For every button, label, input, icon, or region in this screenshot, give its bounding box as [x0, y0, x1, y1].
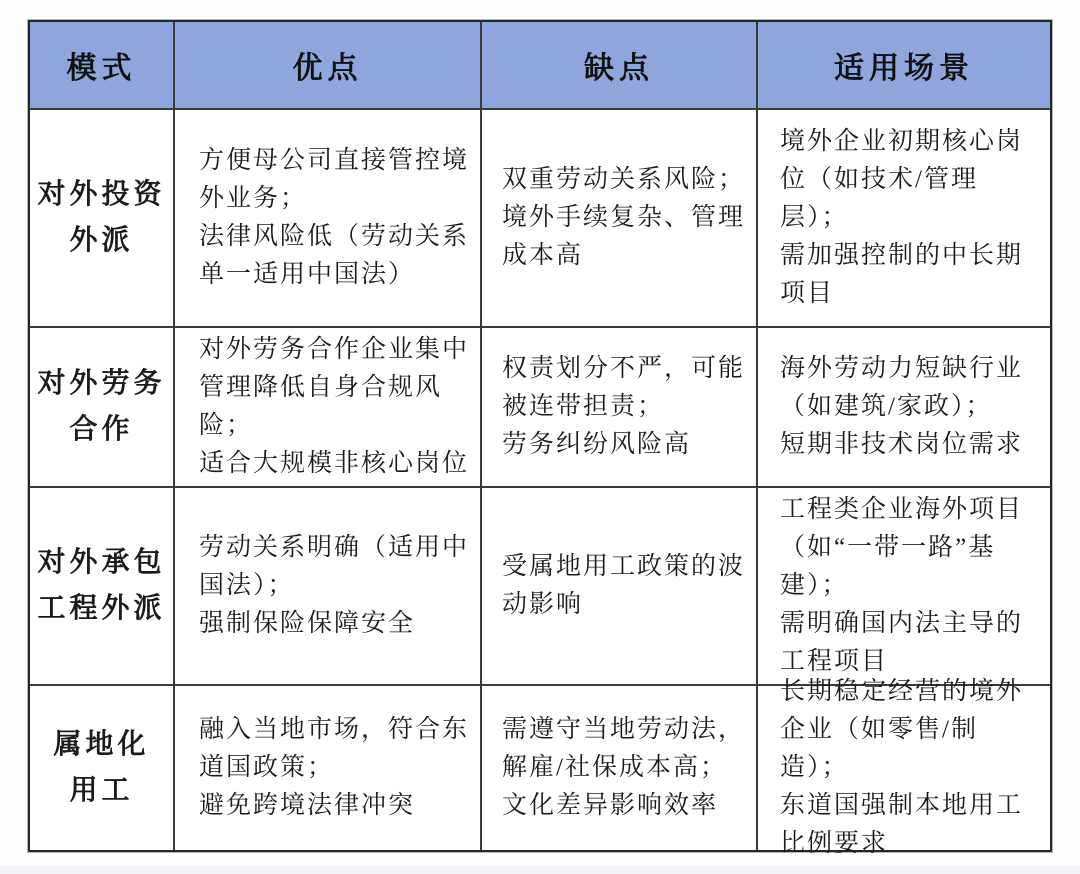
header-cell-cons: [482, 22, 758, 110]
mode-line: 对外劳务: [37, 368, 166, 399]
scenario-item: 需明确国内法主导的工程项目: [780, 610, 1024, 675]
row4-pros-cell: [175, 686, 482, 850]
scenario-item: 境外企业初期核心岗位（如技术/管理层）；: [780, 128, 1024, 231]
employment-modes-comparison-table: [28, 20, 1052, 857]
scenario-item: 东道国强制本地用工比例要求: [780, 792, 1024, 857]
row3-scenarios-cell: [758, 488, 1050, 686]
row3-cons-cell: [482, 488, 758, 686]
pros-item: 对外劳务合作企业集中管理降低自身合规风险；: [199, 336, 470, 439]
mode-line: 属地化: [53, 729, 150, 760]
mode-line: 工程外派: [37, 593, 166, 624]
row2-mode-cell: [30, 328, 175, 488]
pros-item: 法律风险低（劳动关系单一适用中国法）: [199, 223, 470, 288]
pros-item: 方便母公司直接管控境外业务；: [199, 147, 470, 212]
scenario-item: 工程类企业海外项目（如“一带一路”基建）；: [780, 496, 1024, 599]
row4-mode-cell: [30, 686, 175, 850]
mode-line: 外派: [69, 225, 134, 256]
row1-mode-cell: [30, 110, 175, 328]
header-label-pros: 优点: [292, 52, 363, 85]
scenario-item: 需加强控制的中长期项目: [780, 242, 1024, 307]
cons-item: 劳务纠纷风险高: [502, 431, 692, 458]
pros-item: 避免跨境法律冲突: [199, 792, 416, 819]
row2-pros-cell: [175, 328, 482, 488]
row3-mode-cell: [30, 488, 175, 686]
cons-item: 需遵守当地劳动法，解雇/社保成本高；: [502, 716, 746, 781]
row2-scenarios-cell: [758, 328, 1050, 488]
pros-item: 融入当地市场，符合东道国政策；: [199, 716, 470, 781]
cons-item: 文化差异影响效率: [502, 792, 719, 819]
row4-scenarios-cell: [758, 678, 1050, 857]
row3-pros-cell: [175, 488, 482, 686]
header-label-cons: 缺点: [584, 52, 654, 85]
header-cell-scenarios: [758, 22, 1050, 110]
pros-item: 劳动关系明确（适用中国法）；: [199, 534, 470, 599]
cons-item: 受属地用工政策的波动影响: [502, 553, 746, 618]
pros-item: 强制保险保障安全: [199, 610, 416, 637]
header-cell-pros: [175, 22, 482, 110]
mode-line: 对外承包: [37, 547, 166, 578]
row4-cons-cell: [482, 686, 758, 850]
row1-pros-cell: [175, 110, 482, 328]
cons-item: 境外手续复杂、管理成本高: [502, 204, 746, 269]
scenario-item: 海外劳动力短缺行业（如建筑/家政）；: [780, 355, 1024, 420]
header-label-mode: 模式: [66, 52, 137, 85]
cons-item: 双重劳动关系风险；: [502, 166, 746, 193]
bottom-edge-strip: [0, 866, 1080, 874]
cons-item: 权责划分不严，可能被连带担责；: [502, 355, 746, 420]
row1-cons-cell: [482, 110, 758, 328]
header-label-scenarios: 适用场景: [834, 52, 974, 85]
row2-cons-cell: [482, 328, 758, 488]
header-cell-mode: [30, 22, 175, 110]
pros-item: 适合大规模非核心岗位: [199, 450, 470, 477]
scenario-item: 长期稳定经营的境外企业（如零售/制造）；: [780, 678, 1024, 781]
row1-scenarios-cell: [758, 110, 1050, 328]
mode-line: 合作: [69, 414, 134, 445]
mode-line: 用工: [69, 775, 134, 806]
mode-line: 对外投资: [37, 179, 166, 210]
scenario-item: 短期非技术岗位需求: [780, 431, 1024, 458]
